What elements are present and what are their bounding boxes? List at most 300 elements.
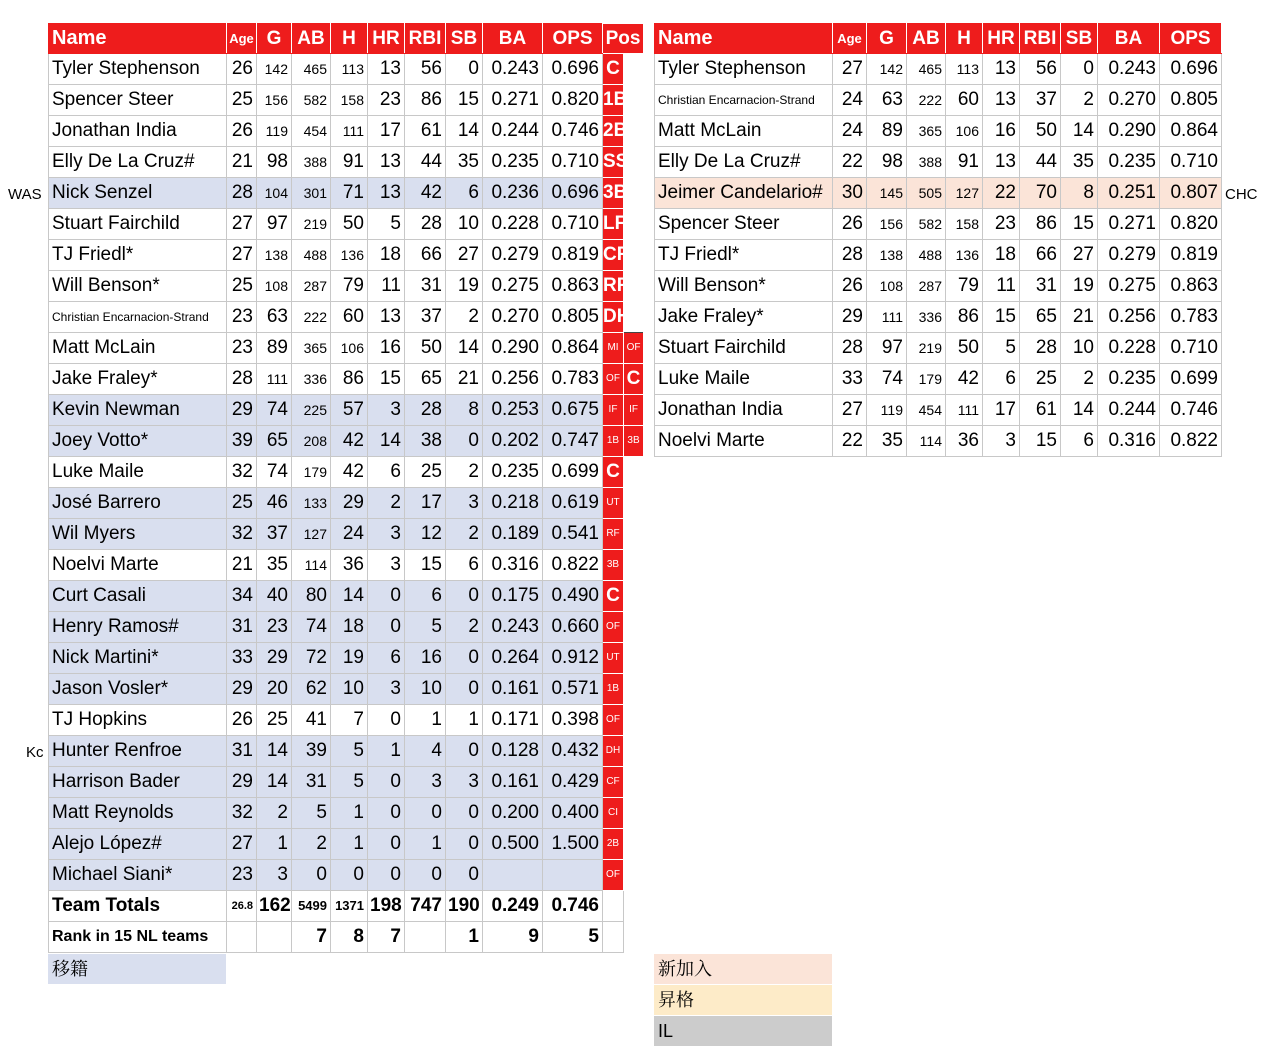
stat-ab: 336 <box>907 302 946 333</box>
player-row <box>49 612 644 643</box>
lineup-row <box>655 147 1222 178</box>
pos-header: Pos <box>603 24 644 54</box>
stat-g: 142 <box>257 54 292 85</box>
stat-age: 28 <box>227 178 257 209</box>
stat-sb: 21 <box>446 364 483 395</box>
stat-age: 31 <box>227 736 257 767</box>
right-header-rbi: RBI <box>1020 24 1061 54</box>
empty-cell <box>624 54 644 85</box>
stat-ba: 0.236 <box>483 178 543 209</box>
player-row <box>49 829 644 860</box>
totals-sb: 190 <box>446 891 483 922</box>
player-name: Jonathan India <box>49 116 227 147</box>
stat-rbi: 44 <box>1020 147 1061 178</box>
stat-age: 39 <box>227 426 257 457</box>
player-row <box>49 116 644 147</box>
stat-ba: 0.275 <box>1098 271 1160 302</box>
stat-age: 23 <box>227 302 257 333</box>
stat-g: 40 <box>257 581 292 612</box>
stat-rbi: 50 <box>405 333 446 364</box>
stat-rbi: 10 <box>405 674 446 705</box>
lineup-row <box>655 54 1222 85</box>
stat-ops: 0.822 <box>543 550 603 581</box>
stat-ab: 488 <box>907 240 946 271</box>
stat-h: 1 <box>331 829 368 860</box>
rank-ops: 5 <box>543 922 603 953</box>
stat-ab: 114 <box>292 550 331 581</box>
stat-age: 23 <box>227 860 257 891</box>
stat-hr: 0 <box>368 705 405 736</box>
stat-h: 0 <box>331 860 368 891</box>
totals-pos-empty <box>603 891 624 922</box>
position-badge: C <box>603 457 624 488</box>
player-row <box>49 550 644 581</box>
stat-ops: 0.400 <box>543 798 603 829</box>
stat-age: 25 <box>227 271 257 302</box>
stat-hr: 1 <box>368 736 405 767</box>
player-row <box>49 426 644 457</box>
player-name: Joey Votto* <box>49 426 227 457</box>
stat-h: 57 <box>331 395 368 426</box>
empty-cell <box>624 519 644 550</box>
stat-h: 136 <box>946 240 983 271</box>
stat-sb: 0 <box>446 736 483 767</box>
stat-age: 26 <box>227 54 257 85</box>
stat-sb: 27 <box>1061 240 1098 271</box>
stat-ops: 0.710 <box>1160 147 1222 178</box>
stat-h: 18 <box>331 612 368 643</box>
position-badge: OF <box>603 612 624 643</box>
position-badge-secondary: 3B <box>624 426 644 457</box>
position-badge: OF <box>603 364 624 395</box>
stat-hr: 13 <box>983 85 1020 116</box>
player-name: Henry Ramos# <box>49 612 227 643</box>
stat-hr: 11 <box>983 271 1020 302</box>
stat-hr: 15 <box>368 364 405 395</box>
stat-h: 91 <box>946 147 983 178</box>
player-name: Alejo López# <box>49 829 227 860</box>
stat-rbi: 1 <box>405 705 446 736</box>
stat-g: 98 <box>257 147 292 178</box>
stat-ab: 225 <box>292 395 331 426</box>
stat-sb: 8 <box>446 395 483 426</box>
player-name: TJ Hopkins <box>49 705 227 736</box>
empty-cell <box>624 767 644 798</box>
kc-label: Kc <box>26 744 44 761</box>
player-row <box>49 271 644 302</box>
rank-h: 8 <box>331 922 368 953</box>
player-row <box>49 457 644 488</box>
left-header-g: G <box>257 24 292 54</box>
stat-h: 1 <box>331 798 368 829</box>
stat-ba: 0.256 <box>1098 302 1160 333</box>
totals-ops: 0.746 <box>543 891 603 922</box>
stat-ab: 5 <box>292 798 331 829</box>
stat-sb: 3 <box>446 767 483 798</box>
stat-ba: 0.244 <box>1098 395 1160 426</box>
stat-ops: 0.710 <box>543 147 603 178</box>
rank-hr: 7 <box>368 922 405 953</box>
stat-g: 2 <box>257 798 292 829</box>
player-row <box>49 519 644 550</box>
stat-rbi: 65 <box>405 364 446 395</box>
player-row <box>49 798 644 829</box>
stat-hr: 17 <box>368 116 405 147</box>
stat-h: 36 <box>331 550 368 581</box>
position-badge: 1B <box>603 674 624 705</box>
stat-hr: 18 <box>368 240 405 271</box>
stat-ops: 1.500 <box>543 829 603 860</box>
stat-h: 5 <box>331 736 368 767</box>
stat-sb: 10 <box>1061 333 1098 364</box>
position-badge-secondary: C <box>624 364 644 395</box>
stat-h: 86 <box>331 364 368 395</box>
empty-cell <box>624 550 644 581</box>
stat-ab: 114 <box>907 426 946 457</box>
stat-hr: 13 <box>983 54 1020 85</box>
stat-hr: 0 <box>368 581 405 612</box>
position-badge: OF <box>603 860 624 891</box>
stat-rbi: 17 <box>405 488 446 519</box>
empty-cell <box>624 829 644 860</box>
stat-g: 104 <box>257 178 292 209</box>
stat-age: 21 <box>227 550 257 581</box>
stat-h: 106 <box>946 116 983 147</box>
stat-h: 50 <box>946 333 983 364</box>
stat-h: 91 <box>331 147 368 178</box>
player-row <box>49 209 644 240</box>
lineup-row <box>655 209 1222 240</box>
stat-rbi: 42 <box>405 178 446 209</box>
stat-ba: 0.200 <box>483 798 543 829</box>
player-name: Jason Vosler* <box>49 674 227 705</box>
stat-ba: 0.128 <box>483 736 543 767</box>
player-row <box>49 736 644 767</box>
stat-sb: 15 <box>446 85 483 116</box>
player-name: Spencer Steer <box>655 209 833 240</box>
stat-ops: 0.783 <box>543 364 603 395</box>
position-badge: UT <box>603 643 624 674</box>
stat-sb: 2 <box>446 519 483 550</box>
stat-rbi: 38 <box>405 426 446 457</box>
stat-age: 28 <box>833 333 867 364</box>
stat-ops: 0.432 <box>543 736 603 767</box>
stat-age: 29 <box>227 395 257 426</box>
stat-hr: 6 <box>368 643 405 674</box>
empty-cell <box>624 674 644 705</box>
stat-h: 111 <box>331 116 368 147</box>
totals-rbi: 747 <box>405 891 446 922</box>
stat-ba: 0.243 <box>1098 54 1160 85</box>
stat-g: 14 <box>257 767 292 798</box>
stat-ab: 582 <box>907 209 946 240</box>
stat-hr: 16 <box>983 116 1020 147</box>
stat-age: 29 <box>833 302 867 333</box>
lineup-row <box>655 364 1222 395</box>
stat-ba: 0.228 <box>483 209 543 240</box>
stat-h: 113 <box>331 54 368 85</box>
stat-hr: 11 <box>368 271 405 302</box>
rank-pos-empty <box>603 922 624 953</box>
stat-h: 50 <box>331 209 368 240</box>
stat-sb: 35 <box>1061 147 1098 178</box>
position-badge: DH <box>603 736 624 767</box>
stat-ops: 0.541 <box>543 519 603 550</box>
empty-cell <box>624 643 644 674</box>
stat-ops: 0.429 <box>543 767 603 798</box>
stat-hr: 15 <box>983 302 1020 333</box>
stat-age: 27 <box>227 240 257 271</box>
stat-hr: 2 <box>368 488 405 519</box>
player-row <box>49 240 644 271</box>
player-row <box>49 85 644 116</box>
totals-ba: 0.249 <box>483 891 543 922</box>
stat-sb: 0 <box>446 581 483 612</box>
stat-sb: 2 <box>446 457 483 488</box>
stat-rbi: 61 <box>1020 395 1061 426</box>
stat-sb: 0 <box>446 426 483 457</box>
player-name: Matt McLain <box>655 116 833 147</box>
stat-ba: 0.171 <box>483 705 543 736</box>
stat-ba: 0.271 <box>1098 209 1160 240</box>
stat-age: 30 <box>833 178 867 209</box>
stat-ba: 0.243 <box>483 54 543 85</box>
stat-g: 3 <box>257 860 292 891</box>
totals-g: 162 <box>257 891 292 922</box>
stat-rbi: 28 <box>405 209 446 240</box>
stat-ops: 0.807 <box>1160 178 1222 209</box>
right-header-ops: OPS <box>1160 24 1222 54</box>
stat-g: 89 <box>867 116 907 147</box>
stat-h: 136 <box>331 240 368 271</box>
stat-rbi: 70 <box>1020 178 1061 209</box>
stat-age: 31 <box>227 612 257 643</box>
stat-g: 138 <box>867 240 907 271</box>
right-lineup-table <box>654 23 1222 457</box>
stat-sb: 8 <box>1061 178 1098 209</box>
stat-hr: 6 <box>983 364 1020 395</box>
stat-g: 89 <box>257 333 292 364</box>
stat-sb: 10 <box>446 209 483 240</box>
stat-g: 98 <box>867 147 907 178</box>
stat-h: 24 <box>331 519 368 550</box>
stat-ab: 287 <box>292 271 331 302</box>
stat-sb: 27 <box>446 240 483 271</box>
stat-ops <box>543 860 603 891</box>
stat-h: 42 <box>331 457 368 488</box>
stat-ba: 0.270 <box>1098 85 1160 116</box>
stat-hr: 17 <box>983 395 1020 426</box>
empty-cell <box>624 736 644 767</box>
stat-age: 29 <box>227 767 257 798</box>
stat-h: 42 <box>331 426 368 457</box>
stat-rbi: 28 <box>1020 333 1061 364</box>
empty-cell <box>624 860 644 891</box>
stat-g: 29 <box>257 643 292 674</box>
stat-ops: 0.819 <box>543 240 603 271</box>
stat-g: 142 <box>867 54 907 85</box>
player-row <box>49 54 644 85</box>
stat-age: 25 <box>227 488 257 519</box>
stat-rbi: 4 <box>405 736 446 767</box>
position-badge: SS <box>603 147 624 178</box>
stat-rbi: 15 <box>405 550 446 581</box>
stat-age: 27 <box>227 209 257 240</box>
stat-age: 26 <box>227 116 257 147</box>
stat-g: 111 <box>257 364 292 395</box>
player-name: Noelvi Marte <box>655 426 833 457</box>
stat-age: 34 <box>227 581 257 612</box>
lineup-row <box>655 85 1222 116</box>
team-totals-label: Team Totals <box>49 891 227 922</box>
stat-hr: 5 <box>368 209 405 240</box>
stat-hr: 23 <box>983 209 1020 240</box>
stat-ab: 179 <box>907 364 946 395</box>
stat-age: 24 <box>833 85 867 116</box>
stat-age: 28 <box>833 240 867 271</box>
position-badge: RF <box>603 519 624 550</box>
totals-h: 1371 <box>331 891 368 922</box>
rank-age <box>227 922 257 953</box>
stat-g: 119 <box>867 395 907 426</box>
stat-g: 156 <box>257 85 292 116</box>
player-name: TJ Friedl* <box>49 240 227 271</box>
stat-ba: 0.316 <box>483 550 543 581</box>
stat-ops: 0.571 <box>543 674 603 705</box>
stat-sb: 15 <box>1061 209 1098 240</box>
position-badge: C <box>603 581 624 612</box>
stat-ab: 179 <box>292 457 331 488</box>
player-name: Tyler Stephenson <box>49 54 227 85</box>
stat-age: 27 <box>833 395 867 426</box>
stat-rbi: 37 <box>1020 85 1061 116</box>
rank-ab: 7 <box>292 922 331 953</box>
stat-ops: 0.746 <box>543 116 603 147</box>
stat-rbi: 25 <box>1020 364 1061 395</box>
stat-ops: 0.819 <box>1160 240 1222 271</box>
left-header-ba: BA <box>483 24 543 54</box>
stat-ab: 454 <box>907 395 946 426</box>
stat-ba <box>483 860 543 891</box>
stat-ops: 0.783 <box>1160 302 1222 333</box>
stat-ab: 454 <box>292 116 331 147</box>
stat-ab: 72 <box>292 643 331 674</box>
stat-ba: 0.235 <box>1098 364 1160 395</box>
player-name: Jeimer Candelario# <box>655 178 833 209</box>
position-badge: 3B <box>603 178 624 209</box>
stat-ab: 287 <box>907 271 946 302</box>
stat-sb: 6 <box>446 178 483 209</box>
player-row <box>49 488 644 519</box>
stat-age: 28 <box>227 364 257 395</box>
stat-rbi: 12 <box>405 519 446 550</box>
stat-ba: 0.279 <box>1098 240 1160 271</box>
position-badge: OF <box>603 705 624 736</box>
stat-h: 60 <box>946 85 983 116</box>
stat-rbi: 25 <box>405 457 446 488</box>
stat-rbi: 65 <box>1020 302 1061 333</box>
player-name: Nick Martini* <box>49 643 227 674</box>
stat-g: 108 <box>867 271 907 302</box>
stat-age: 26 <box>833 209 867 240</box>
stat-g: 145 <box>867 178 907 209</box>
position-badge: UT <box>603 488 624 519</box>
stat-g: 97 <box>867 333 907 364</box>
stat-ba: 0.228 <box>1098 333 1160 364</box>
stat-ops: 0.805 <box>543 302 603 333</box>
stat-h: 5 <box>331 767 368 798</box>
stat-hr: 16 <box>368 333 405 364</box>
stat-ops: 0.820 <box>1160 209 1222 240</box>
player-name: Matt Reynolds <box>49 798 227 829</box>
player-name: Will Benson* <box>49 271 227 302</box>
right-header-name: Name <box>655 24 833 54</box>
stat-ops: 0.696 <box>543 178 603 209</box>
stat-rbi: 66 <box>405 240 446 271</box>
stat-ba: 0.271 <box>483 85 543 116</box>
stat-hr: 0 <box>368 798 405 829</box>
stat-hr: 6 <box>368 457 405 488</box>
right-header-row <box>655 24 1222 54</box>
stat-sb: 2 <box>1061 364 1098 395</box>
stat-h: 7 <box>331 705 368 736</box>
stat-age: 29 <box>227 674 257 705</box>
stat-g: 20 <box>257 674 292 705</box>
stat-g: 108 <box>257 271 292 302</box>
stat-ops: 0.398 <box>543 705 603 736</box>
stat-age: 32 <box>227 457 257 488</box>
position-badge: 2B <box>603 116 624 147</box>
player-name: José Barrero <box>49 488 227 519</box>
stat-ab: 80 <box>292 581 331 612</box>
player-name: Elly De La Cruz# <box>49 147 227 178</box>
player-name: Matt McLain <box>49 333 227 364</box>
stat-age: 33 <box>227 643 257 674</box>
stat-h: 79 <box>946 271 983 302</box>
rank-g <box>257 922 292 953</box>
empty-cell <box>624 612 644 643</box>
stat-ba: 0.290 <box>1098 116 1160 147</box>
stat-rbi: 44 <box>405 147 446 178</box>
stat-rbi: 15 <box>1020 426 1061 457</box>
stat-sb: 19 <box>446 271 483 302</box>
stat-rbi: 50 <box>1020 116 1061 147</box>
stat-hr: 3 <box>368 674 405 705</box>
stat-rbi: 1 <box>405 829 446 860</box>
stat-ba: 0.244 <box>483 116 543 147</box>
stat-g: 1 <box>257 829 292 860</box>
stat-sb: 2 <box>446 302 483 333</box>
stat-g: 138 <box>257 240 292 271</box>
stat-g: 74 <box>257 457 292 488</box>
lineup-row <box>655 395 1222 426</box>
stat-ba: 0.275 <box>483 271 543 302</box>
stat-h: 29 <box>331 488 368 519</box>
player-name: Harrison Bader <box>49 767 227 798</box>
stat-g: 111 <box>867 302 907 333</box>
player-name: Jonathan India <box>655 395 833 426</box>
left-header-age: Age <box>227 24 257 54</box>
stat-hr: 5 <box>983 333 1020 364</box>
player-row <box>49 302 644 333</box>
stat-rbi: 37 <box>405 302 446 333</box>
stat-h: 14 <box>331 581 368 612</box>
stat-ba: 0.189 <box>483 519 543 550</box>
stat-rbi: 66 <box>1020 240 1061 271</box>
stat-h: 19 <box>331 643 368 674</box>
stat-age: 32 <box>227 798 257 829</box>
stat-h: 86 <box>946 302 983 333</box>
